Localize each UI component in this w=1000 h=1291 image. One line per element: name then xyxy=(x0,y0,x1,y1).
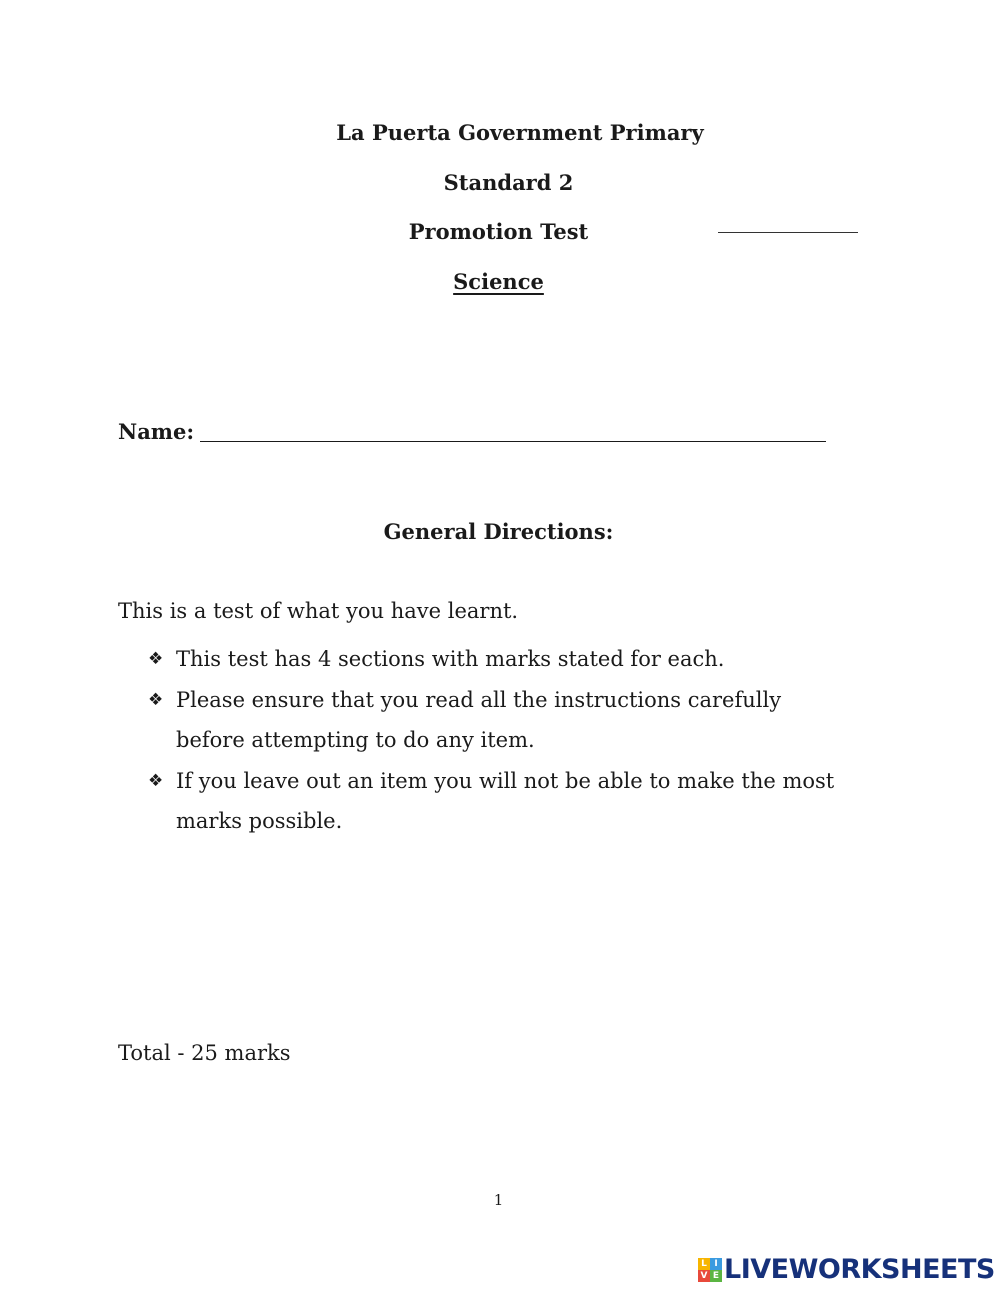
list-item xyxy=(148,761,848,842)
directions-list xyxy=(148,639,848,842)
logo-tile: L xyxy=(698,1258,710,1270)
subject-title: Science xyxy=(453,269,544,294)
liveworksheets-logo-icon xyxy=(698,1258,722,1282)
logo-tile: V xyxy=(698,1270,710,1282)
logo-tile: E xyxy=(710,1270,722,1282)
list-item xyxy=(148,639,848,680)
name-field xyxy=(118,419,826,444)
directions-intro: This is a test of what you have learnt. xyxy=(118,599,519,623)
brand-name: LIVEWORKSHEETS xyxy=(724,1254,995,1285)
logo-tile: I xyxy=(710,1258,722,1270)
liveworksheets-brand[interactable] xyxy=(698,1254,995,1285)
list-item-text: Please ensure that you read all the instructions carefully before attempting to do any item. xyxy=(176,687,782,752)
diamond-bullet-icon: ❖ xyxy=(148,689,164,710)
test-title: Promotion Test xyxy=(408,219,589,244)
page-number: 1 xyxy=(493,1191,504,1209)
list-item-text: If you leave out an item you will not be able to make the most marks possible. xyxy=(176,768,835,833)
total-marks: Total - 25 marks xyxy=(118,1041,291,1065)
name-label: Name: xyxy=(118,419,195,444)
name-blank-line[interactable] xyxy=(200,441,826,442)
standard-level: Standard 2 xyxy=(443,170,574,195)
diamond-bullet-icon: ❖ xyxy=(148,649,164,669)
list-item xyxy=(148,680,848,761)
directions-title: General Directions: xyxy=(383,519,614,544)
school-name: La Puerta Government Primary xyxy=(336,120,704,145)
list-item-text: This test has 4 sections with marks stated for each. xyxy=(176,647,725,671)
diamond-bullet-icon: ❖ xyxy=(148,770,164,791)
score-line xyxy=(718,232,858,233)
